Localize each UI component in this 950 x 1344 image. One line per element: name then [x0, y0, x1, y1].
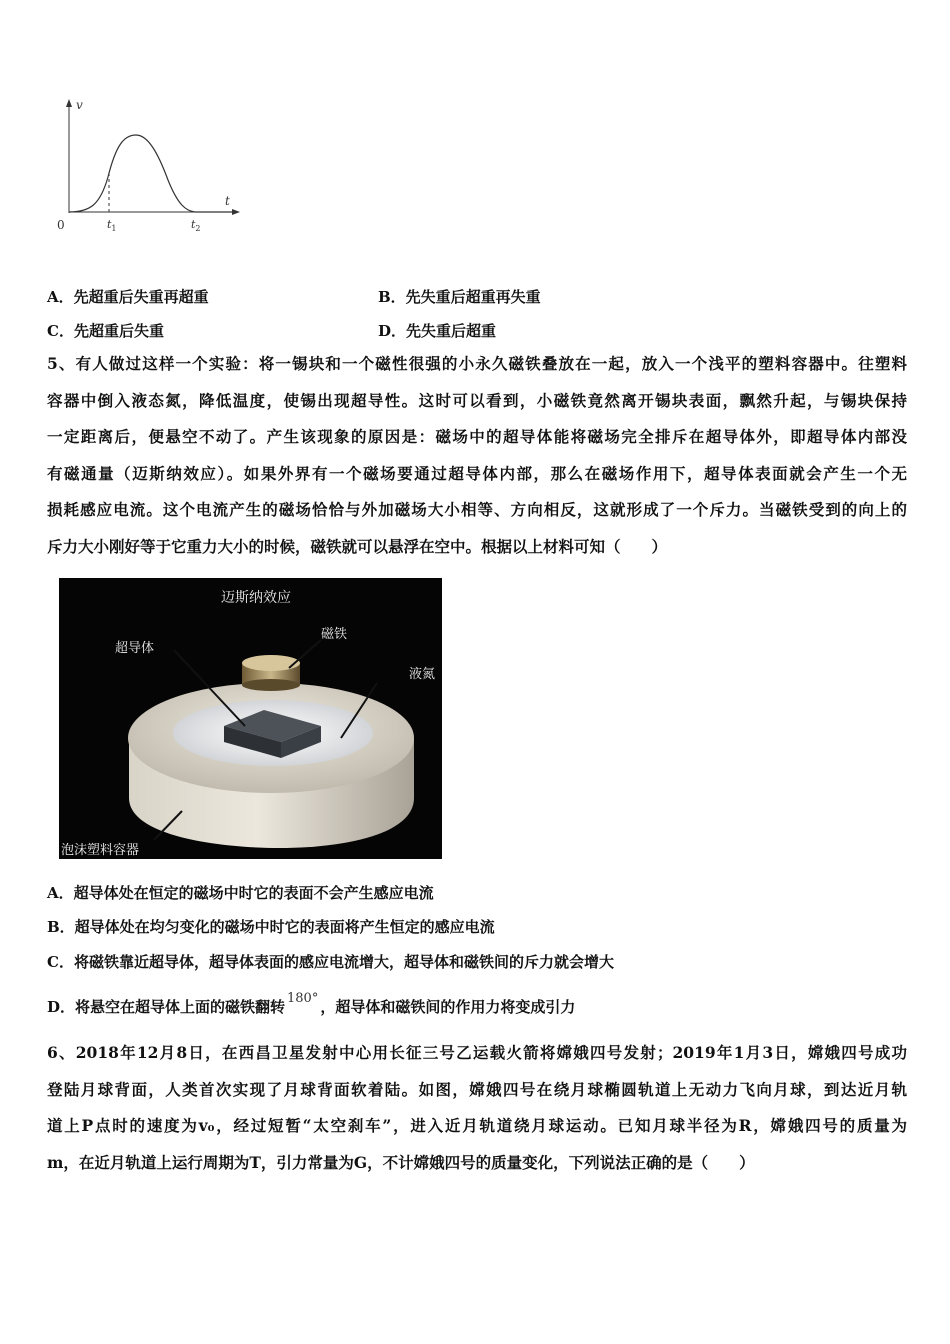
t2-label: $t_2$ [191, 218, 201, 233]
q5-line-4: 有磁通量（迈斯纳效应）。如果外界有一个磁场要通过超导体内部，那么在磁场作用下，超导体表面就会产生一个无 [47, 463, 907, 483]
q6-line-3: 道上P点时的速度为v₀，经过短暂“太空刹车”，进入近月轨道绕月球运动。已知月球半径为R，嫦娥四号的质量为 [47, 1116, 907, 1135]
velocity-time-graph [50, 95, 250, 240]
q6-line-1: 6、2018年12月8日，在西昌卫星发射中心用长征三号乙运载火箭将嫦娥四号发射；2019年1月3日，嫦娥四号成功 [47, 1043, 907, 1062]
q5-option-d [47, 991, 576, 1017]
label-container: 泡沫塑料容器 [61, 843, 140, 858]
q6-line-4: m，在近月轨道上运行周期为T，引力常量为G，不计嫦娥四号的质量变化，下列说法正确的是（ ） [47, 1152, 755, 1172]
y-axis-arrow-icon [66, 99, 72, 107]
label-magnet: 磁铁 [321, 627, 348, 642]
label-liquid-nitrogen: 液氮 [409, 667, 436, 682]
q6-stem [47, 1035, 907, 1181]
photo-title: 迈斯纳效应 [221, 590, 291, 606]
rotation-angle: 180° [287, 991, 319, 1006]
magnet-top [242, 655, 300, 671]
q6-line-2: 登陆月球背面，人类首次实现了月球背面软着陆。如图，嫦娥四号在绕月球椭圆轨道上无动力飞向月球，到达近月轨 [47, 1079, 907, 1099]
t1-label: $t_1$ [107, 218, 117, 233]
velocity-curve [69, 135, 235, 212]
origin-label: 0 [57, 218, 65, 232]
q4-option-d: D．先失重后超重 [378, 322, 497, 340]
q5-line-1: 5、有人做过这样一个实验：将一锡块和一个磁性很强的小永久磁铁叠放在一起，放入一个浅平的塑料容器中。往塑料 [47, 354, 907, 373]
q4-option-c: C．先超重后失重 [47, 322, 164, 340]
q4-option-a: A．先超重后失重再超重 [47, 288, 209, 306]
q5-option-c: C．将磁铁靠近超导体，超导体表面的感应电流增大，超导体和磁铁间的斥力就会增大 [47, 953, 614, 971]
q4-option-b: B．先失重后超重再失重 [378, 288, 541, 306]
q5-option-b: B．超导体处在均匀变化的磁场中时它的表面将产生恒定的感应电流 [47, 918, 495, 936]
q5-stem [47, 346, 907, 565]
q5-line-2: 容器中倒入液态氮，降低温度，使锡出现超导性。这时可以看到，小磁铁竟然离开锡块表面，飘然升起，与锡块保持 [47, 390, 907, 410]
meissner-effect-photo [59, 578, 442, 859]
q5-option-a: A．超导体处在恒定的磁场中时它的表面不会产生感应电流 [47, 884, 434, 902]
x-axis-label: t [225, 194, 230, 208]
q5-line-3: 一定距离后，便悬空不动了。产生该现象的原因是：磁场中的超导体能将磁场完全排斥在超导体外，即超导体内部没 [47, 427, 907, 446]
q5-option-d-text-1: D．将悬空在超导体上面的磁铁翻转 [47, 998, 286, 1016]
y-axis-label: v [76, 98, 83, 112]
q5-line-5: 损耗感应电流。这个电流产生的磁场恰恰与外加磁场大小相等、方向相反，这就形成了一个斥力。当磁铁受到的向上的 [47, 500, 907, 519]
q5-option-d-text-2: ，超导体和磁铁间的作用力将变成引力 [320, 998, 576, 1016]
label-superconductor: 超导体 [115, 641, 155, 656]
q5-line-6: 斥力大小刚好等于它重力大小的时候，磁铁就可以悬浮在空中。根据以上材料可知（ ） [47, 536, 668, 556]
